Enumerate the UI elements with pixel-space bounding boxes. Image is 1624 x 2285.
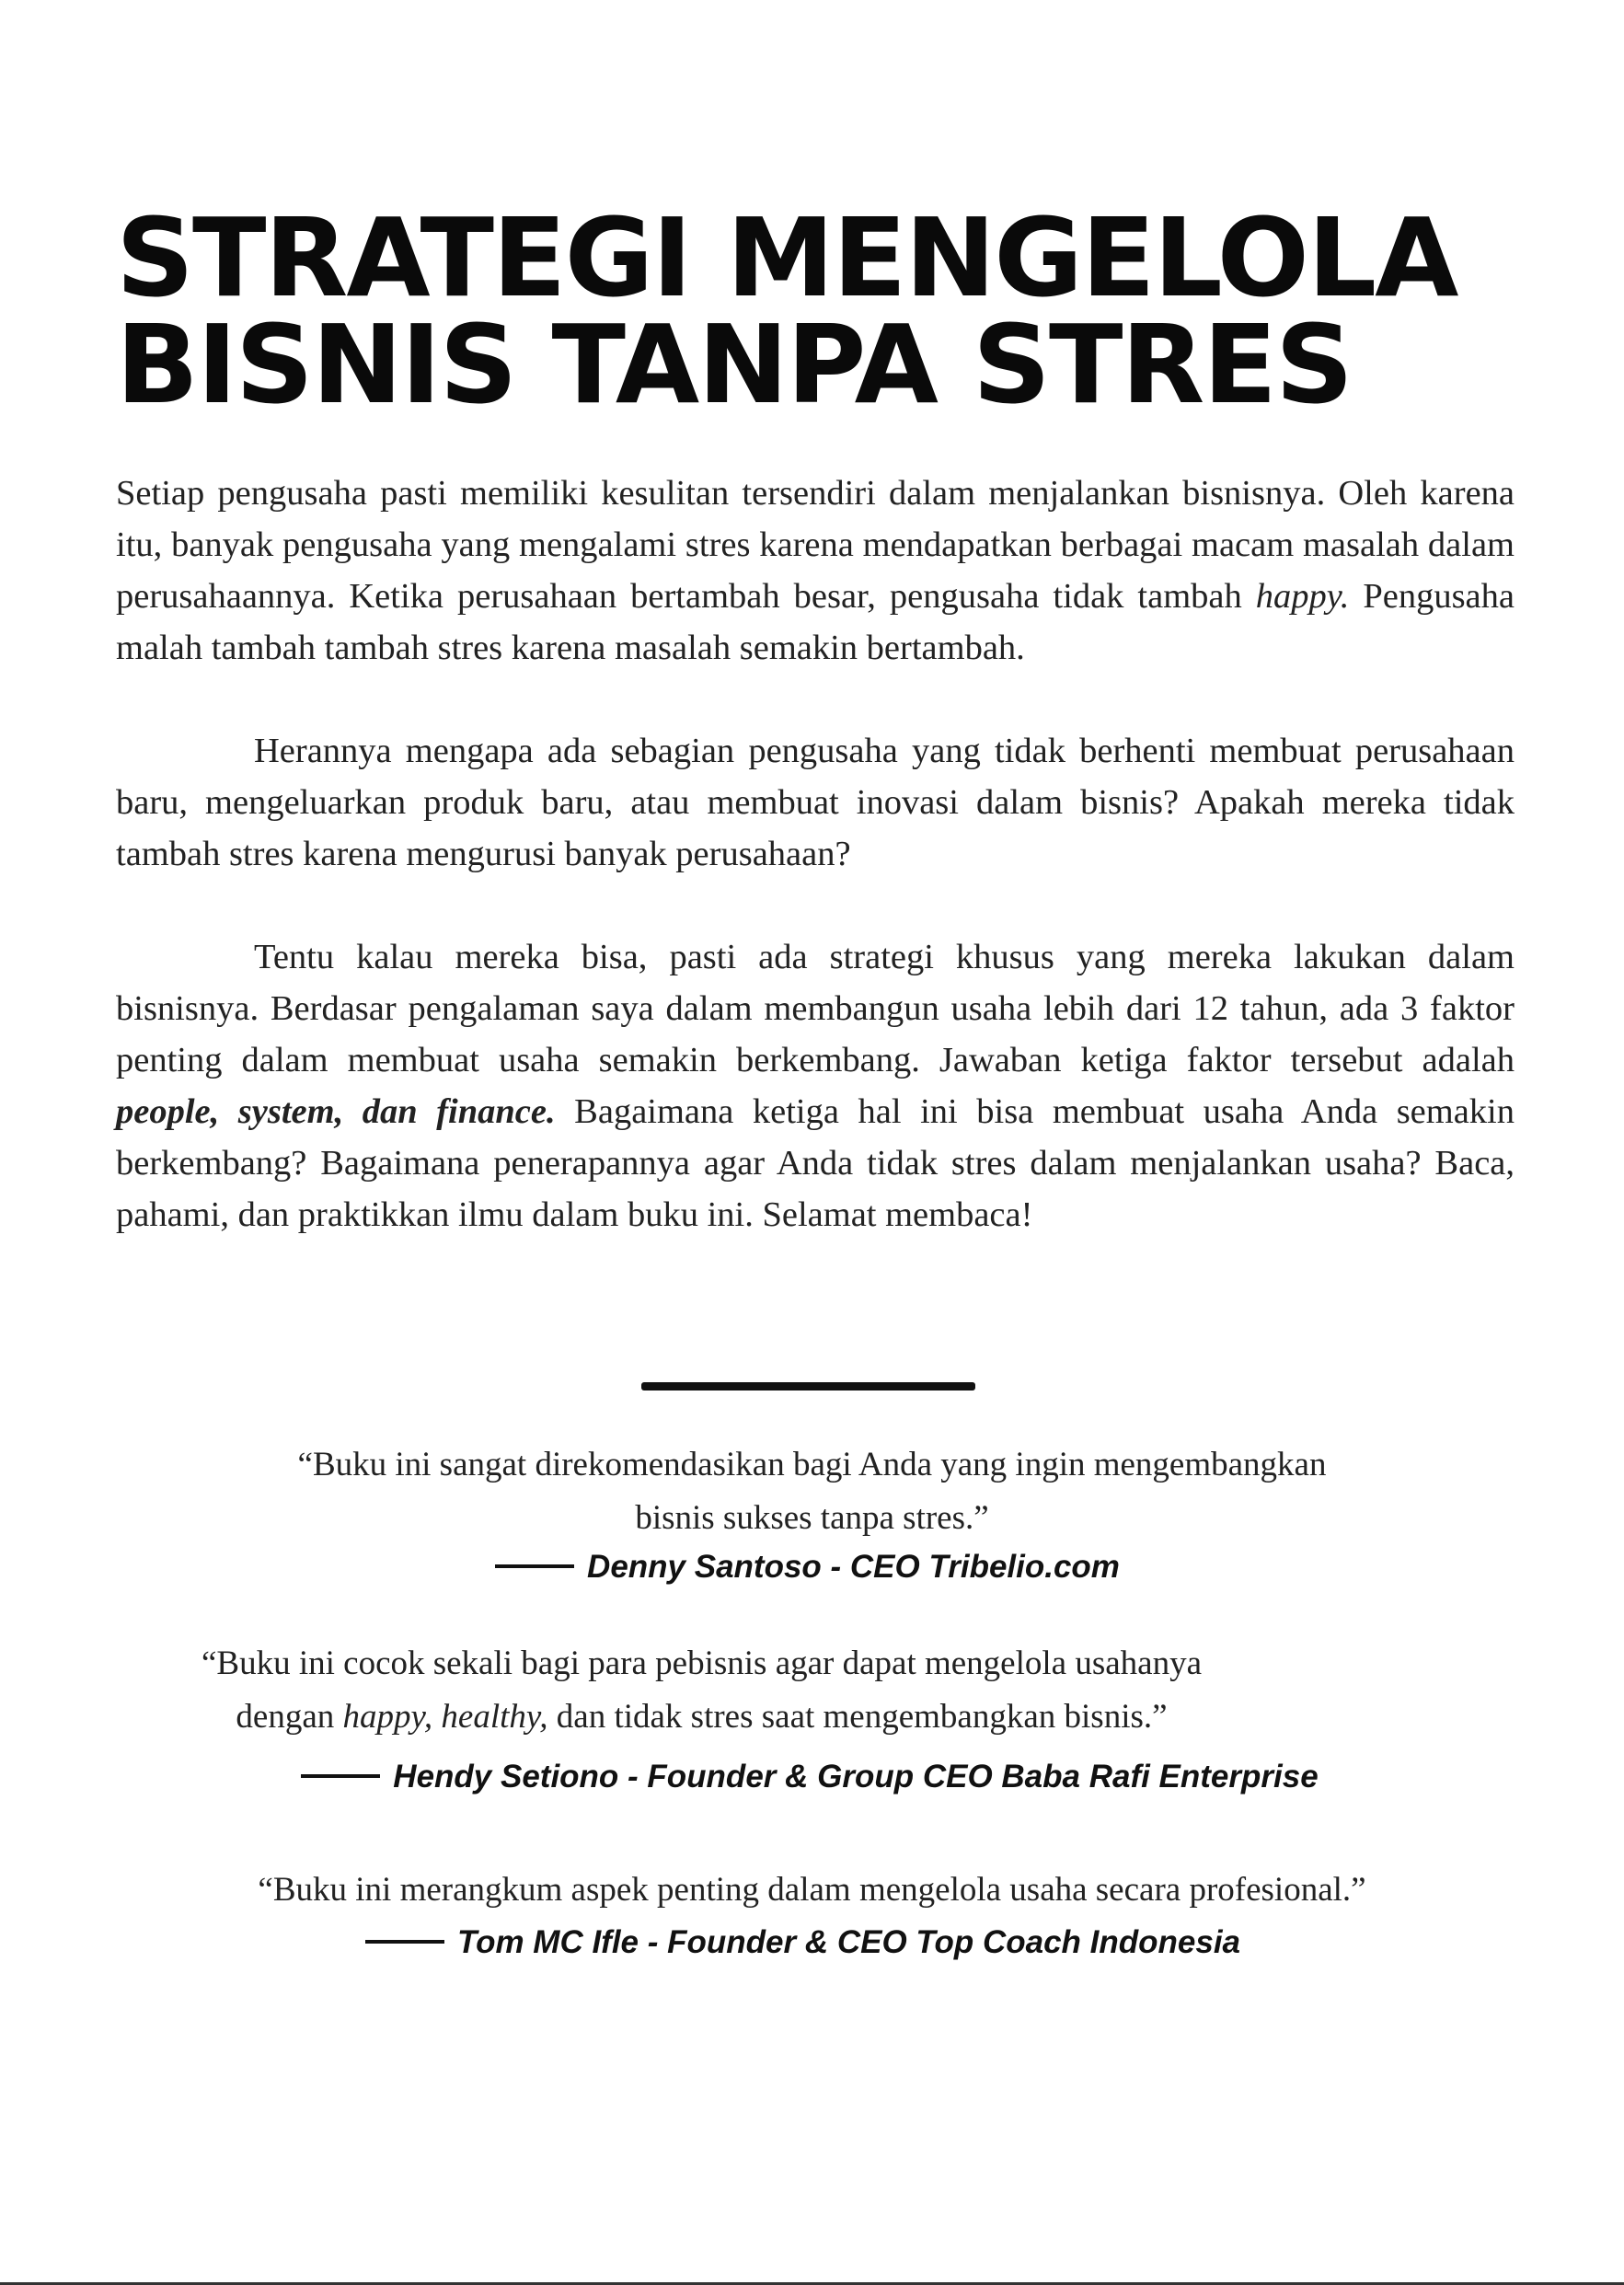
synopsis-paragraph-2: Herannya mengapa ada sebagian pengusaha yang tidak berhenti membuat perusahaan baru, mengeluarkan produk baru, atau membuat inovasi dalam bisnis? Apakah mereka tidak tambah stres karena mengurusi banyak perusahaan? — [116, 732, 1515, 873]
testimonial-author — [106, 1757, 1514, 1797]
quote-line: “Buku ini merangkum aspek penting dalam mengelola usaha secara profesional.” — [258, 1871, 1366, 1909]
quote-line: “Buku ini cocok sekali bagi para pebisnis agar dapat mengelola usahanya — [201, 1645, 1203, 1682]
section-divider — [641, 1382, 975, 1391]
author-name: Hendy Setiono - Founder & Group CEO Baba Rafi Enterprise — [393, 1759, 1319, 1795]
book-title-line-2: BISNIS TANPA STRES — [116, 301, 1352, 428]
synopsis-emphasis: happy. — [1255, 577, 1350, 616]
testimonial-quote — [0, 1438, 1624, 1545]
quote-text: dengan — [236, 1698, 343, 1736]
attribution-dash — [301, 1774, 380, 1778]
testimonial-quote — [0, 1637, 1514, 1744]
synopsis-paragraph-3 — [116, 931, 1515, 1241]
testimonial-3 — [0, 1864, 1624, 1963]
back-cover — [116, 194, 1515, 1292]
synopsis-key-factors: people, system, dan finance. — [116, 1092, 556, 1131]
testimonial-author — [0, 1547, 1624, 1587]
synopsis — [116, 467, 1515, 1241]
synopsis-text: Pengusaha malah tambah tambah stres karena masalah semakin bertambah. — [116, 577, 1515, 667]
synopsis-text: Setiap pengusaha pasti memiliki kesulitan tersendiri dalam menjalankan bisnisnya. Oleh karena itu, banyak pengusaha yang mengalami stres karena mendapatkan berbagai macam masalah dalam perusahaannya. Ketika perusahaan bertambah besar, pengusaha tidak tambah — [116, 474, 1515, 616]
quote-line: “Buku ini sangat direkomendasikan bagi Anda yang ingin mengembangkan — [297, 1446, 1327, 1483]
book-title — [116, 194, 1515, 428]
attribution-dash — [495, 1564, 574, 1568]
quote-line — [0, 1691, 1514, 1744]
testimonial-quote — [0, 1864, 1624, 1917]
book-title-line-1: STRATEGI MENGELOLA — [116, 194, 1457, 321]
quote-emphasis: happy, healthy, — [342, 1698, 548, 1736]
quote-line: bisnis sukses tanpa stres.” — [635, 1499, 989, 1537]
quote-text: dan tidak stres saat mengembangkan bisnis.” — [547, 1698, 1168, 1736]
testimonial-1 — [0, 1438, 1624, 1587]
testimonial-2 — [0, 1637, 1514, 1797]
synopsis-text: Tentu kalau mereka bisa, pasti ada strategi khusus yang mereka lakukan dalam bisnisnya. Berdasar pengalaman saya dalam membangun usaha lebih dari 12 tahun, ada 3 faktor penting dalam membuat usaha semakin berkembang. Jawaban ketiga faktor tersebut adalah — [116, 938, 1515, 1079]
synopsis-paragraph-1 — [116, 467, 1515, 674]
synopsis-text: Bagaimana ketiga hal ini bisa membuat usaha Anda semakin berkembang? Bagaimana penerapannya agar Anda tidak stres dalam menjalankan usaha? Baca, pahami, dan praktikkan ilmu dalam buku ini. Selamat membaca! — [116, 1092, 1515, 1234]
testimonial-author — [0, 1922, 1624, 1963]
author-name: Denny Santoso - CEO Tribelio.com — [587, 1549, 1120, 1585]
author-name: Tom MC Ifle - Founder & CEO Top Coach Indonesia — [456, 1924, 1241, 1960]
attribution-dash — [365, 1940, 444, 1944]
